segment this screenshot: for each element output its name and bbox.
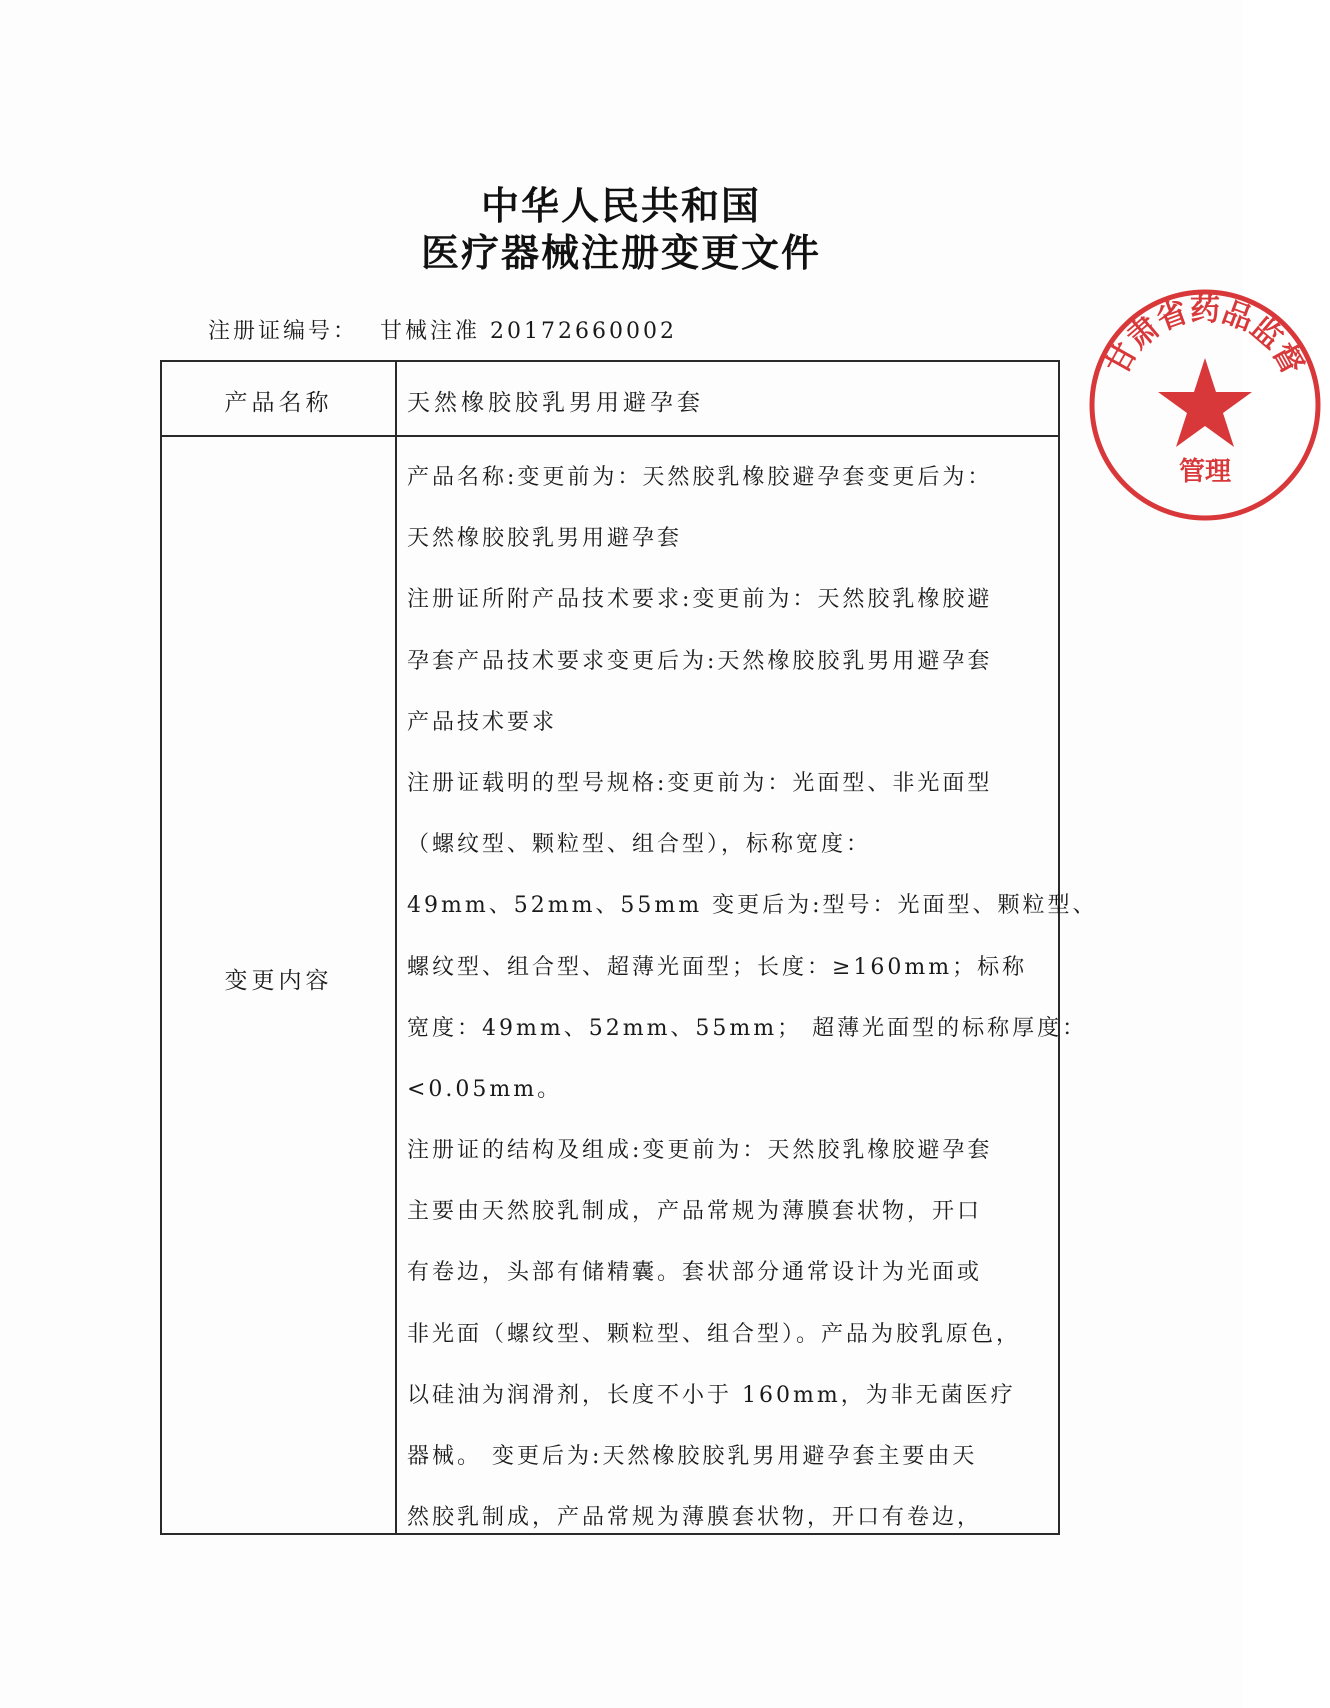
- product-name-label: 产品名称: [224, 390, 333, 416]
- change-content-line: 注册证的结构及组成:变更前为：天然胶乳橡胶避孕套: [407, 1138, 993, 1164]
- change-content-line: 孕套产品技术要求变更后为:天然橡胶胶乳男用避孕套: [407, 648, 993, 674]
- document-title-line1: 中华人民共和国: [480, 184, 761, 228]
- change-content-line: <0.05mm。: [407, 1076, 563, 1102]
- registration-number-value: 甘械注准 20172660002: [380, 319, 677, 344]
- table-row-divider: [162, 435, 1058, 437]
- registration-number-row: [208, 314, 677, 345]
- change-content-line: 注册证所附产品技术要求:变更前为：天然胶乳橡胶避: [407, 587, 993, 613]
- product-name-value: 天然橡胶胶乳男用避孕套: [407, 390, 704, 416]
- table-column-divider: [395, 362, 397, 1533]
- change-content-line: （螺纹型、颗粒型、组合型），标称宽度：: [407, 832, 872, 858]
- change-content-line: 有卷边，头部有储精囊。套状部分通常设计为光面或: [407, 1260, 983, 1286]
- change-content-line: 宽度：49mm、52mm、55mm； 超薄光面型的标称厚度：: [407, 1015, 1088, 1041]
- change-content-line: 螺纹型、组合型、超薄光面型；长度：≥160mm；标称: [407, 954, 1028, 980]
- change-content-label: 变更内容: [224, 968, 333, 994]
- change-content-line: 产品名称:变更前为：天然胶乳橡胶避孕套变更后为：: [407, 465, 993, 490]
- change-content-line: 49mm、52mm、55mm 变更后为:型号：光面型、颗粒型、: [407, 893, 1098, 919]
- change-content-line: 产品技术要求: [407, 709, 558, 735]
- change-content-line: 以硅油为润滑剂，长度不小于 160mm，为非无菌医疗: [407, 1382, 1016, 1408]
- registration-number-label: 注册证编号：: [208, 319, 359, 344]
- change-content-line: 非光面（螺纹型、颗粒型、组合型）。产品为胶乳原色，: [407, 1321, 1022, 1347]
- seal-arc-text: 甘肃省药品监督: [1099, 293, 1311, 381]
- change-details-table: [160, 360, 1098, 1535]
- seal-star-icon: [1158, 358, 1252, 447]
- change-content-line: 注册证载明的型号规格:变更前为：光面型、非光面型: [407, 770, 993, 796]
- change-content-line: 天然橡胶胶乳男用避孕套: [407, 526, 683, 552]
- change-content-text: [407, 447, 1098, 1548]
- change-content-line: 主要由天然胶乳制成，产品常规为薄膜套状物，开口: [407, 1199, 983, 1225]
- change-content-line: 然胶乳制成，产品常规为薄膜套状物，开口有卷边，: [407, 1505, 983, 1531]
- document-title-line2: 医疗器械注册变更文件: [420, 231, 821, 275]
- change-content-line: 器械。 变更后为:天然橡胶胶乳男用避孕套主要由天: [407, 1444, 978, 1469]
- official-seal: [1080, 280, 1330, 530]
- seal-bottom-text: 管理: [1178, 457, 1232, 487]
